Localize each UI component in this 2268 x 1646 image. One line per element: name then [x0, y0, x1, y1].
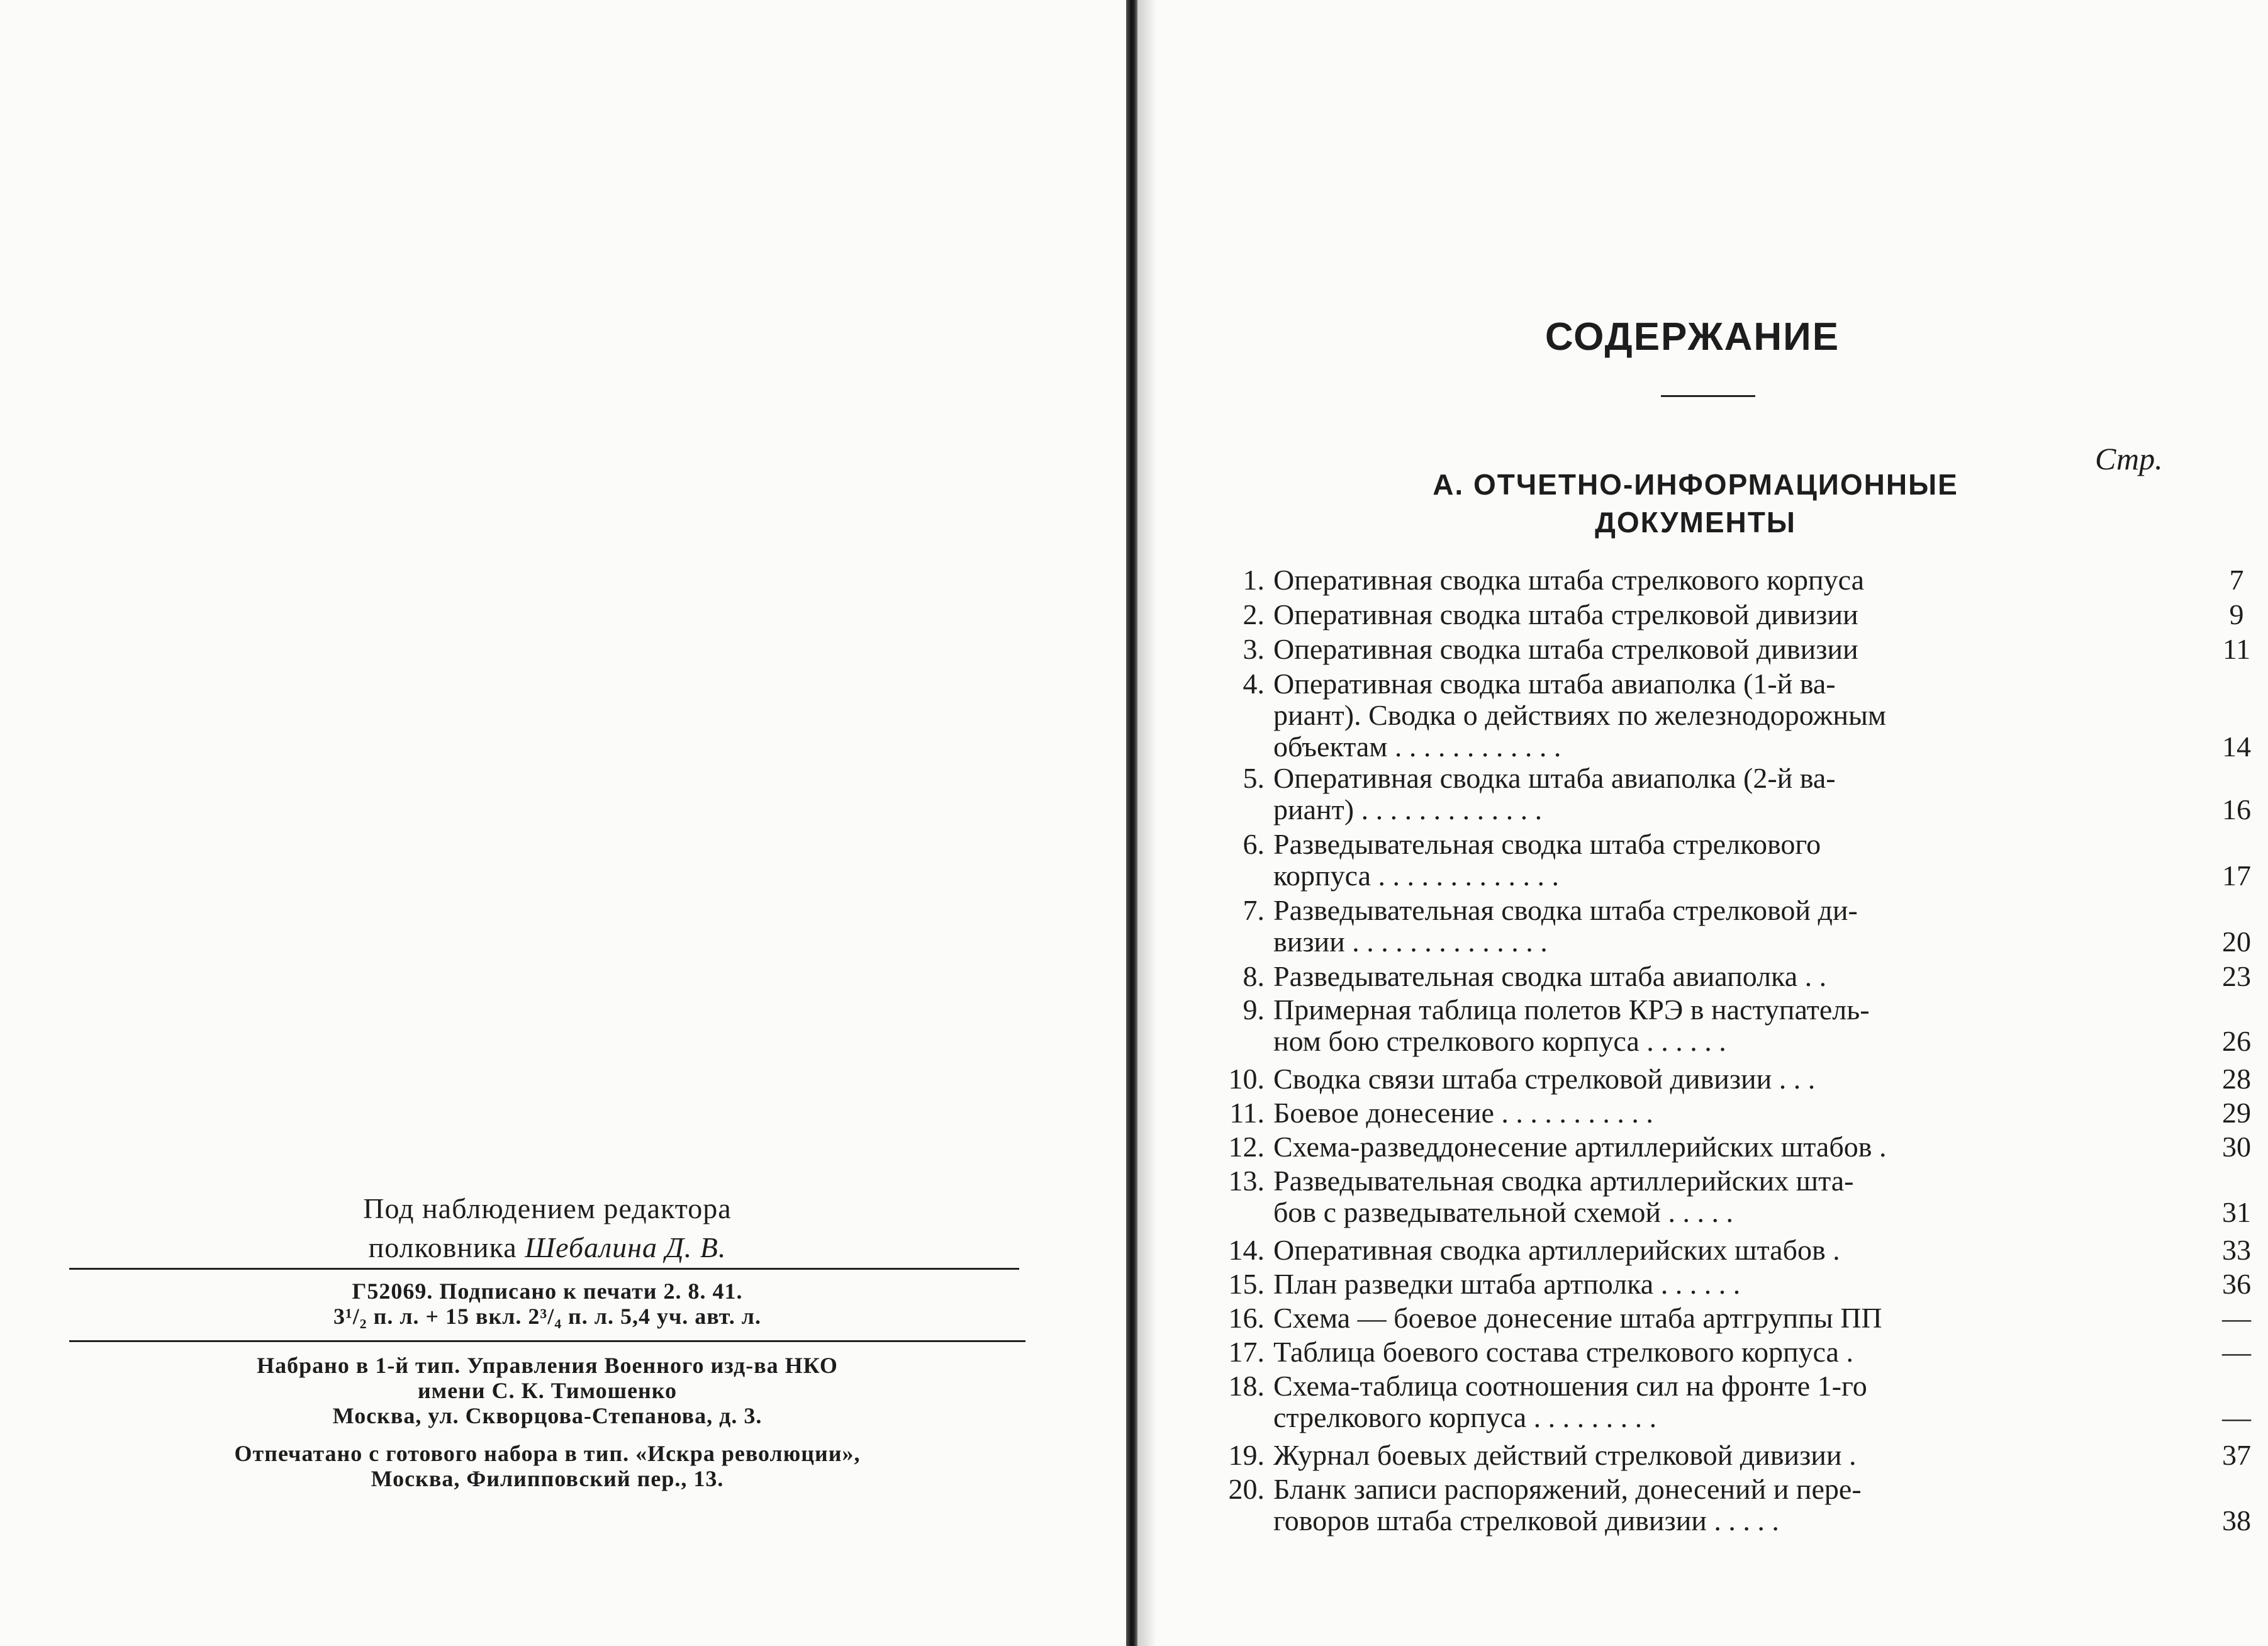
- toc-entry-line: Разведывательная сводка штаба авиаполка . .: [1273, 960, 1827, 992]
- toc-entry-page: 38: [2222, 1504, 2251, 1537]
- toc-entry-line: визии . . . . . . . . . . . . . .: [1273, 926, 1548, 958]
- toc-entry-line: Схема-таблица соотношения сил на фронте 1-го: [1273, 1370, 1867, 1402]
- toc-entry-page: 17: [2222, 859, 2251, 892]
- toc-entry-title: [1273, 1438, 2053, 1470]
- toc-entry-page: 20: [2222, 926, 2251, 958]
- toc-entry-line: Оперативная сводка штаба стрелковой дивизии: [1273, 598, 1858, 630]
- toc-entry-line: говоров штаба стрелковой дивизии . . . . .: [1273, 1504, 1779, 1537]
- toc-entry-page: 37: [2222, 1439, 2251, 1471]
- toc-entry: [1221, 1062, 2252, 1094]
- toc-entry: [1221, 563, 2252, 595]
- table-of-contents: [1151, 0, 2251, 1646]
- toc-entry-number: 14.: [1228, 1234, 1265, 1266]
- toc-entry-line: Журнал боевых действий стрелковой дивизии .: [1273, 1439, 1857, 1471]
- toc-entry-line: стрелкового корпуса . . . . . . . . .: [1273, 1401, 1657, 1433]
- imprint-line-7: Москва, Филипповский пер., 13.: [371, 1466, 724, 1491]
- imprint-line-2: 3¹/₂ п. л. + 15 вкл. 2³/₄ п. л. 5,4 уч. авт. л.: [333, 1304, 761, 1329]
- toc-entry-number: 2.: [1243, 598, 1265, 630]
- toc-entry: [1221, 1164, 2252, 1227]
- toc-entry-title: [1273, 667, 2053, 761]
- toc-entry: [1221, 598, 2252, 629]
- toc-entry-line: Оперативная сводка штаба стрелкового корпуса: [1273, 564, 1865, 596]
- toc-entry-page: —: [2222, 1336, 2251, 1368]
- toc-entry-title: [1273, 563, 2053, 595]
- toc-entry-page: 11: [2222, 633, 2251, 665]
- toc-entry-title: [1273, 1233, 2053, 1265]
- toc-entry-page: 30: [2222, 1131, 2251, 1163]
- editor-line-2: [69, 1228, 1025, 1267]
- page-column-header: Стр.: [2095, 441, 2163, 476]
- toc-entry-line: Оперативная сводка штаба авиаполка (2-й ва-: [1273, 762, 1836, 794]
- imprint-line-5: Москва, ул. Скворцова-Степанова, д. 3.: [332, 1403, 763, 1428]
- toc-entry-title: [1273, 1267, 2053, 1299]
- toc-entry-number: 19.: [1228, 1439, 1265, 1471]
- toc-entry-number: 5.: [1243, 762, 1265, 794]
- toc-entry-line: бов с разведывательной схемой . . . . .: [1273, 1196, 1734, 1228]
- toc-entry-line: Таблица боевого состава стрелкового корпуса .: [1273, 1336, 1853, 1368]
- toc-entry: [1221, 960, 2252, 991]
- editor-credit: [69, 1189, 1025, 1267]
- toc-entry-page: 28: [2222, 1063, 2251, 1095]
- imprint-divider-bottom: [69, 1340, 1025, 1342]
- toc-entry-page: 23: [2222, 960, 2251, 992]
- section-heading-line-2: ДОКУМЕНТЫ: [1595, 506, 1796, 539]
- toc-entry-line: Схема-разведдонесение артиллерийских штабов .: [1273, 1131, 1887, 1163]
- left-page: [0, 0, 1126, 1646]
- toc-entry-number: 20.: [1228, 1473, 1265, 1505]
- toc-entry: [1221, 1267, 2252, 1299]
- toc-entry-page: —: [2222, 1302, 2251, 1334]
- toc-entry-page: 31: [2222, 1196, 2251, 1228]
- toc-entry-number: 18.: [1228, 1370, 1265, 1402]
- editor-rank: полковника: [368, 1231, 517, 1263]
- toc-entry-line: Разведывательная сводка штаба стрелковой ди-: [1273, 894, 1858, 926]
- toc-entry-number: 7.: [1243, 894, 1265, 926]
- toc-entry: [1221, 1096, 2252, 1128]
- toc-entry: [1221, 1369, 2252, 1432]
- toc-entry-page: 29: [2222, 1097, 2251, 1129]
- toc-entry-line: Боевое донесение . . . . . . . . . . .: [1273, 1097, 1653, 1129]
- toc-entry-line: корпуса . . . . . . . . . . . . .: [1273, 859, 1560, 892]
- imprint-line-3: Набрано в 1-й тип. Управления Военного изд-ва НКО: [257, 1353, 838, 1378]
- toc-entry-title: [1273, 1096, 2053, 1128]
- toc-entry: [1221, 1233, 2252, 1265]
- toc-entry: [1221, 993, 2252, 1056]
- toc-entry-page: 16: [2222, 793, 2251, 826]
- toc-entry-page: 9: [2229, 598, 2244, 630]
- imprint-printed-info: [69, 1441, 1025, 1491]
- toc-entry-page: 26: [2222, 1025, 2251, 1057]
- toc-entry-title: [1273, 1369, 2053, 1432]
- toc-entry-number: 11.: [1229, 1097, 1265, 1129]
- toc-entry: [1221, 632, 2252, 664]
- toc-entry-number: 13.: [1228, 1165, 1265, 1197]
- imprint-line-1: Г52069. Подписано к печати 2. 8. 41.: [352, 1279, 743, 1304]
- toc-entry-line: Оперативная сводка штаба авиаполка (1-й ва-: [1273, 668, 1836, 700]
- toc-entry-line: Оперативная сводка артиллерийских штабов .: [1273, 1234, 1840, 1266]
- editor-name: Шебалина Д. В.: [525, 1231, 727, 1263]
- toc-entry-number: 17.: [1228, 1336, 1265, 1368]
- toc-entry-number: 8.: [1243, 960, 1265, 992]
- toc-entry-title: [1273, 960, 2053, 991]
- toc-entry-line: Разведывательная сводка штаба стрелкового: [1273, 828, 1821, 860]
- toc-entry-title: [1273, 1130, 2053, 1162]
- toc-entry-number: 15.: [1228, 1268, 1265, 1300]
- toc-entry-number: 9.: [1243, 994, 1265, 1026]
- toc-entry-line: Бланк записи распоряжений, донесений и пере-: [1273, 1473, 1862, 1505]
- toc-entry-line: объектам . . . . . . . . . . . .: [1273, 731, 1561, 763]
- section-heading-line-1: А. ОТЧЕТНО-ИНФОРМАЦИОННЫЕ: [1433, 468, 1958, 501]
- toc-entry-number: 4.: [1243, 668, 1265, 700]
- toc-entry-line: Примерная таблица полетов КРЭ в наступатель-: [1273, 994, 1870, 1026]
- imprint-divider-top: [69, 1268, 1019, 1270]
- imprint-typeset-info: [69, 1353, 1025, 1428]
- toc-entry-number: 12.: [1228, 1131, 1265, 1163]
- toc-entry-title: [1273, 1164, 2053, 1227]
- toc-entry-number: 16.: [1228, 1302, 1265, 1334]
- toc-entry: [1221, 1301, 2252, 1333]
- toc-entry: [1221, 1438, 2252, 1470]
- book-spine: [1126, 0, 1137, 1646]
- imprint-line-4: имени С. К. Тимошенко: [417, 1378, 678, 1403]
- toc-entry-line: риант) . . . . . . . . . . . . .: [1273, 793, 1543, 826]
- toc-entry-number: 3.: [1243, 633, 1265, 665]
- toc-entry: [1221, 761, 2252, 824]
- toc-entry: [1221, 667, 2252, 761]
- toc-entry: [1221, 893, 2252, 956]
- toc-entry: [1221, 827, 2252, 890]
- toc-entry-title: [1273, 598, 2053, 629]
- toc-entry: [1221, 1335, 2252, 1367]
- toc-entry-page: —: [2222, 1401, 2251, 1433]
- toc-entry-page: 14: [2222, 731, 2251, 763]
- toc-entry-page: 7: [2229, 564, 2244, 596]
- right-page: [1151, 0, 2251, 1646]
- imprint-print-info: [69, 1279, 1025, 1329]
- toc-entry-title: [1273, 1062, 2053, 1094]
- page-title: СОДЕРЖАНИЕ: [1545, 315, 1840, 359]
- toc-entry-number: 1.: [1243, 564, 1265, 596]
- toc-entry: [1221, 1130, 2252, 1162]
- toc-entry-title: [1273, 761, 2053, 824]
- toc-entry-number: 10.: [1228, 1063, 1265, 1095]
- toc-entry-title: [1273, 632, 2053, 664]
- editor-line-1: Под наблюдением редактора: [363, 1192, 732, 1224]
- toc-entry-line: План разведки штаба артполка . . . . . .: [1273, 1268, 1741, 1300]
- toc-entry-title: [1273, 993, 2053, 1056]
- toc-entry-line: ном бою стрелкового корпуса . . . . . .: [1273, 1025, 1726, 1057]
- toc-entry-title: [1273, 893, 2053, 956]
- toc-entry-line: Схема — боевое донесение штаба артгруппы ПП: [1273, 1302, 1882, 1334]
- toc-entry-title: [1273, 1335, 2053, 1367]
- toc-entry-line: риант). Сводка о действиях по железнодорожным: [1273, 699, 1887, 731]
- toc-entry-page: 36: [2222, 1268, 2251, 1300]
- toc-entry-page: 33: [2222, 1234, 2251, 1266]
- toc-entry-title: [1273, 827, 2053, 890]
- toc-entry-line: Разведывательная сводка артиллерийских шта-: [1273, 1165, 1854, 1197]
- toc-entry-title: [1273, 1472, 2053, 1535]
- toc-entry-number: 6.: [1243, 828, 1265, 860]
- toc-entry-title: [1273, 1301, 2053, 1333]
- imprint-line-6: Отпечатано с готового набора в тип. «Искра революции»,: [234, 1441, 861, 1466]
- toc-entry: [1221, 1472, 2252, 1535]
- toc-entry-line: Оперативная сводка штаба стрелковой дивизии: [1273, 633, 1858, 665]
- toc-entry-line: Сводка связи штаба стрелковой дивизии . . .: [1273, 1063, 1816, 1095]
